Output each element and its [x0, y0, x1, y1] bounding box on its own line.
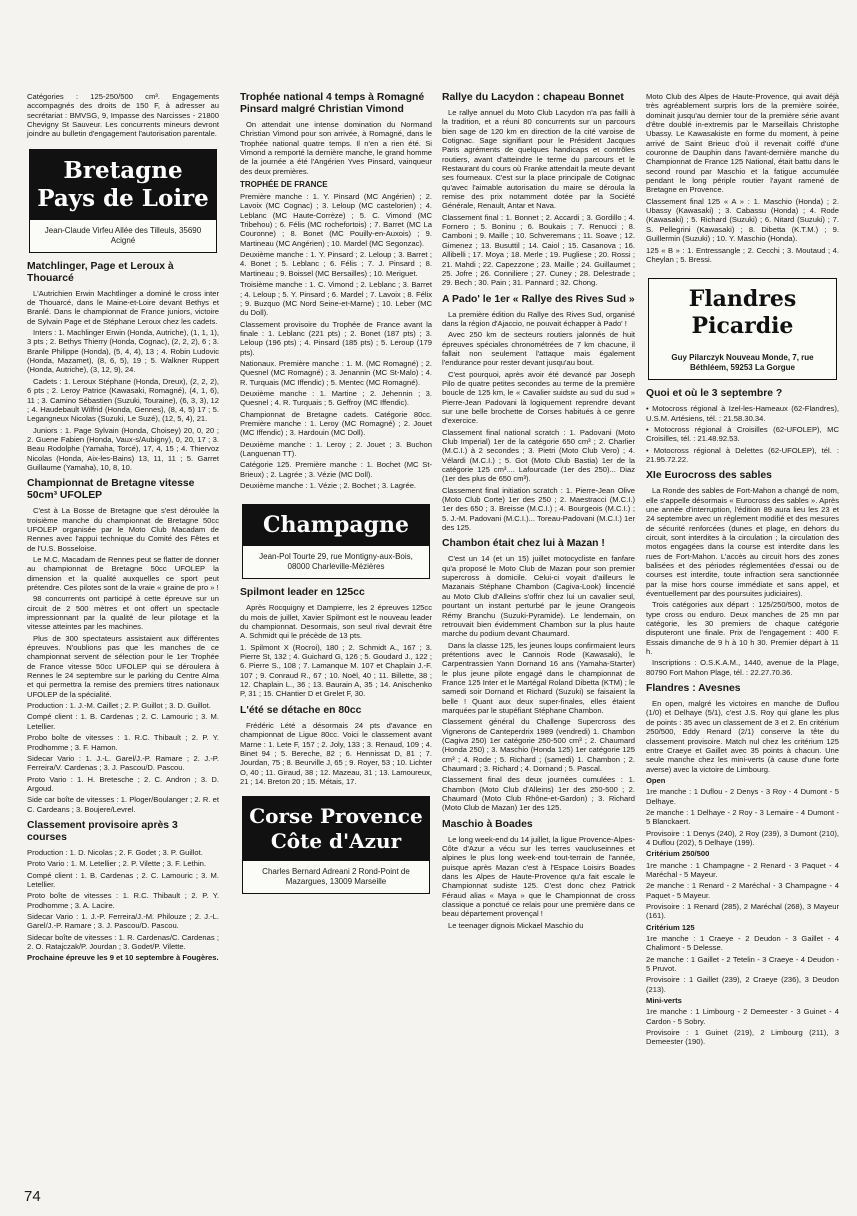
results-paragraph: Proto Vario : 1. M. Letellier ; 2. P. Vilette ; 3. F. Lethin.: [27, 859, 206, 869]
results-paragraph: Proto Vario : 1. H. Bretesche ; 2. C. Andron ; 3. D. Argoud.: [27, 774, 219, 793]
results-paragraph: Compé client : 1. B. Cardenas ; 2. C. Lamouric ; 3. M. Letellier.: [27, 712, 219, 731]
results-paragraph: Side car boîte de vitesses : 1. Ploger/Boulanger ; 2. R. et C. Cardeans ; 3. Boujere/Levrel.: [27, 795, 219, 814]
results-paragraph: 1re manche : 1 Limbourg - 2 Demeester - 3 Guinet - 4 Cardon - 5 Sobry.: [646, 1007, 839, 1026]
next-event-note: Prochaine épreuve les 9 et 10 septembre à Fougères.: [27, 953, 219, 963]
results-paragraph: Cadets : 1. Leroux Stéphane (Honda, Dreux), (2, 2, 2), 6 pts ; 2. Leroy Patrice (Kawasaki, Romagné), (4, 1, 6), 11 ; 3. Camino Sébastien (Suzuki, Touraine), (6, 3, 3), 12 ; 4. Haudebault Wilfrid (Honda, Gennes), (8, 4, 5) 17 ; 5. Legangneux Nicolas (Suzuki, Le Suzé), (12, 5, 4), 21.: [27, 376, 219, 424]
article-paragraph: C'est pourquoi, après avoir été devancé par Joseph Pilo de quatre petites secondes au terme de la première boucle de 125 km, le « Cavalier suidste au sud du sud » Pierre-Jean Padovani là logiquement reprendre devant sur une belle brochette de Corses habitués à ce genre d'exercice.: [442, 369, 635, 426]
region-box-address: Guy Pilarczyk Nouveau Monde, 7, rue Béthléem, 59253 La Gorgue: [671, 353, 814, 373]
results-paragraph: Première manche : 1. Y. Pinsard (MC Angérien) ; 2. Lavoix (MC Cognac) ; 3. Leloup (MC castelorien) ; 4. Leblanc (MC Haute-Corrèze) ; 5. C. Vimond (MC Tribehou) ; 6. Félis (MC rochefortois) ; 7. Barret (MC La Couronne) ; 8. Bonet (MC Pouilly-en-Auxois) ; 9. Martineau (MC Angérien) ; 10. Mardel (MC Segonzac).: [240, 192, 432, 248]
column-2: [240, 92, 432, 902]
article-paragraph: Inscriptions : O.S.K.A.M., 1440, avenue de la Plage, 80790 Fort Mahon Plage, tél. : 22.27.70.36.: [646, 658, 839, 677]
article-heading: Quoi et où le 3 septembre ?: [646, 388, 783, 400]
article-paragraph: Avec 250 km de secteurs routiers jalonnés de huit épreuves spéciales chronométrées de 7 km chacune, il fallait non seulement l'attaque mais également l'endurance pour rester devant jusqu'au bout.: [442, 330, 635, 368]
results-paragraph: 2e manche : 1 Delhaye - 2 Roy - 3 Lemaire - 4 Dumont - 5 Blanckaert.: [646, 807, 839, 827]
article-paragraph: Trois catégories aux départ : 125/250/500, motos de type cross ou enduro. Deux manches de 25 mn par catégorie, les 30 premiers de chaque catégorie disputeront une finale. Prix de l'engagement : 400 F. Essais dimanche de 9 h à 10 h 30. Premier départ à 11 h.: [646, 600, 839, 657]
section-subheading: TROPHÉE DE FRANCE: [240, 180, 328, 190]
category-label: Mini-verts: [646, 996, 682, 1006]
article-paragraph: En open, malgré les victoires en manche de Duflou (1/0) et Delhaye (5/1), c'est J.S. Roy qui glane les plus de points : 35 avec un classement de 3 et 2. En critérium 250/500, Eddy Renard (2/1) conserve la tête du classement provisoire. Match nul chez les critérium 125 entre Craeye et Gaillet avec 35 points à chacun. Une seule manche chez les mini-verts (à cause d'une forte averse) avec la victoire de Limbourg.: [646, 699, 839, 774]
article-heading: Spilmont leader en 125cc: [240, 587, 365, 599]
event-listing: • Motocross régional à Croisilles (62-UFOLEP), MC Croisilles, tél. : 21.48.92.53.: [646, 424, 839, 444]
results-paragraph: Provisoire : 1 Denys (240), 2 Roy (239), 3 Dumont (210), 4 Duflou (202), 5 Delhaye (199).: [646, 828, 839, 847]
results-paragraph: Sidecar Vario : 1. J.-P. Ferreira/J.-M. Philouze ; 2. J.-L. Garel/J.-P. Ramare ; 3. J. Pascou/D. Pascou.: [27, 911, 219, 931]
results-paragraph: Nationaux. Première manche : 1. M. (MC Romagné) ; 2. Quesnel (MC Romagné) ; 3. Jenannin (MC St-Malo) ; 4. R. Turquais (MC Iffendic) ; 5. Mentec (MC Romagné).: [240, 358, 432, 387]
article-heading: Rallye du Lacydon : chapeau Bonnet: [442, 92, 624, 103]
results-paragraph: Classement général du Challenge Supercross des Vignerons de Canteperdrix 1989 (vendredi) 1. Chambon (Cagiva 250) 1er catégorie 250-500 cm³ ; 2. Chaumard (Honda 250) ; 3. Maschio (Honda 125) 1er catégorie 125 cm³ ; 4. Rode ; 5. Richard ; (samedi) 1. Chambon ; 2. Chaumard ; 3. Richard ; 4. Dornand ; 5. Pascal.: [442, 717, 635, 773]
results-paragraph: Deuxième manche : 1. Vézie ; 2. Bochet ; 3. Lagrée.: [240, 481, 417, 491]
article-paragraph: C'est à La Bosse de Bretagne que s'est déroulée la troisième manche du championnat de Bretagne 50cc UFOLEP organisée par le Moto Club Macadam de Rennes avec l'appui technique du Comité des Fêtes et de l'U.S. Bosseloise.: [27, 506, 219, 553]
results-paragraph: Deuxième manche : 1. Y. Pinsard ; 2. Leloup ; 3. Barret ; 4. Bonet ; 5. Leblanc ; 6. Félis ; 7. J. Pinsard ; 8. Martineau ; 9. Boissel (MC Bersailles) ; 10. Meriguet.: [240, 250, 432, 278]
results-paragraph: Classement final 125 « A » : 1. Maschio (Honda) ; 2. Ubassy (Kawasaki) ; 3. Cabassu (Honda) ; 4. Rode (Kawasaki) ; 5. Richard (Suzuki) ; 6. Nitard (Suzuki) ; 7. S. Pellegrini (Kawasaki) ; 8. Dibetta (K.T.M.) ; 9. Guillermin (Suzuki) ; 10. Y. Maschio (Honda).: [646, 196, 839, 244]
event-listing: • Motocross régional à Delettes (62-UFOLEP), tél. : 21.95.72.22.: [646, 445, 839, 464]
article-paragraph: L'Autrichien Erwin Machtlinger a dominé le cross inter de Thouarcé, dans le Maine-et-Loire devant Bethys et Branlé. Dans le championnat de France juniors, victoire de Sylvain Page et de Stéphane Leroux chez les cadets.: [27, 288, 219, 326]
results-paragraph: 125 « B » : 1. Entressangle ; 2. Cecchi ; 3. Moutaud ; 4. Cheylan ; 5. Bressi.: [646, 245, 839, 264]
article-heading: A Pado' le 1er « Rallye des Rives Sud »: [442, 293, 635, 305]
results-paragraph: Deuxième manche : 1. Martine ; 2. Jehennin ; 3. Quesnel ; 4. R. Turquais ; 5. Geffroy (MC Iffendic).: [240, 388, 432, 408]
results-paragraph: Compé client : 1. B. Cardenas ; 2. C. Lamouric ; 3. M. Letellier.: [27, 870, 219, 889]
results-paragraph: Deuxième manche : 1. Leroy ; 2. Jouet ; 3. Buchon (Languenan TT).: [240, 439, 432, 458]
article-paragraph: Le M.C. Macadam de Rennes peut se flatter de donner au championnat de Bretagne 50cc UFOLEP la dimension et la qualité auxquelles ce sport peut prétendre. Ces pilotes sont de la vraie « graine de pro » !: [27, 554, 219, 592]
region-box-address: Jean-Pol Tourte 29, rue Montigny-aux-Bois, 08000 Charleville-Mézières: [259, 552, 413, 572]
results-paragraph: 1re manche : 1 Champagne - 2 Renard - 3 Paquet - 4 Maréchal - 5 Mayeur.: [646, 860, 839, 879]
article-heading: Championnat de Bretagne vitesse 50cm³ UFOLEP: [27, 478, 195, 502]
column-3: [442, 92, 635, 932]
region-box-flandres: [648, 278, 837, 380]
category-label: Critérium 125: [646, 922, 695, 932]
results-paragraph: Inters : 1. Machlinger Erwin (Honda, Autriche), (1, 1, 1), 3 pts ; 2. Bethys Thierry (Honda, Cognac), (2, 2, 2), 6 ; 3. Branle Philippe (Honda), (5, 4, 4), 13 ; 4. Robin Ludovic (Honda, Mazamet), (8, 6, 5), 19 ; 5. Walkner Ruppert (Honda, Autriche), (3, 12, 9), 24.: [27, 328, 219, 375]
region-box-title: Bretagne Pays de Loire: [30, 150, 216, 220]
article-paragraph: 98 concurrents ont participé à cette épreuve sur un circuit de 2 500 mètres et ont offert un spectacle impressionnant par la qualité de leur pilotage et la vitesse atteintes par les machines.: [27, 594, 219, 632]
results-paragraph: Championnat de Bretagne cadets. Catégorie 80cc. Première manche : 1. Leroy (MC Romagné) ; 2. Jouet (MC Iffendic) ; 3. Hardouin (MC Doll).: [240, 409, 432, 438]
results-paragraph: Classement final national scratch : 1. Padovani (Moto Club Imperial) 1er de la catégorie 650 cm³ ; 2. Charlier (M.C.I.) à 2 secondes ; 3. Pietri (Moto Club Vero) ; 4. Vélardi (M.C.I.) ; 5. Got (Moto Club Bastia) 1er de la catégorie 125 cm³.... Lafourcade (1er des 250)... Diaz (1er des plus de 650 cm³).: [442, 427, 635, 484]
article-paragraph: Le long week-end du 14 juillet, la ligue Provence-Alpes-Côte d'Azur a vécu sur les terres vaucluseinnes et alpines le plus long week-end tout-terrain de l'année, puisque après Mazan c'est à l'Espace Loisirs Boades dans les Alpes de Haute-Provence qu'a fait escale le Championnat sudiste 125. C'est donc chez Patrick Féraud alias « Maya » que le Championnat de cross classique a ponctué ce relais pour une première dans ce beau département provençal !: [442, 834, 636, 919]
article-heading: Matchlinger, Page et Leroux à Thouarcé: [27, 260, 174, 284]
results-paragraph: 1. Spilmont X (Rocroi), 180 ; 2. Schmidt A., 167 ; 3. Pierre St, 132 ; 4. Guichard G, 126 ; 5. Goudard J., 122 ; 6. Pierre S., 108 ; 7. Lamanque M. 107 et Chaplain J.-F. 107 ; 9. Conraud R., 67 ; 10. Noël, 40 ; 11. Billette, 38 ; 12. Chaplain L., 36 ; 13. Baurain A, 35 ; 14. Anischenko P, 31 ; 15. CHantier D et Grelet F, 30.: [240, 642, 432, 699]
category-label: Critérium 250/500: [646, 849, 710, 859]
region-box-title: Champagne: [243, 505, 429, 546]
page-number: 74: [24, 1188, 41, 1205]
article-heading: Flandres : Avesnes: [646, 683, 741, 695]
results-paragraph: Classement final des deux journées cumulées : 1. Chambon (Moto Club d'Alleins) 1er des 250-500 ; 2. Chaumard (Moto Club Rhône-et-Gardon) ; 3. Richard (Moto Club de Mazan) 1er des 125.: [442, 775, 635, 813]
article-heading: XIe Eurocross des sables: [646, 470, 772, 482]
article-paragraph: Le rallye annuel du Moto Club Lacydon n'a pas failli à la tradition, et a réuni 80 concurrents sur un parcours bien sage de 120 km en direction de la cité varoise de Cotignac. Sage signifiant pour le Président Jacques Paris agréments de quelques handicaps et contrôles routiers, avant d'atteindre le terme du parcours et le Restaurant du cours où Franke attendait la meute devant ses fourneaux. C'est sur la place principale de Cotignac qu'avec l'aimable autorisation du maire se déroula la remise des prix notamment dotée par la Société Générale, Renault, Antar et Nava.: [442, 108, 635, 211]
results-paragraph: Catégorie 125. Première manche : 1. Bochet (MC St-Brieux) ; 2. Lagrée ; 3. Vézie (MC Doll).: [240, 460, 432, 479]
article-paragraph: Le teenager dignois Mickael Maschio du: [448, 920, 584, 930]
article-paragraph: Plus de 300 spectateurs assistaient aux différentes épreuves. N'oublions pas que les manches de ce championnat servent de sélection pour le 1er Trophée de France vitesse 50cc UFOLEP qui se déroulera à Rennes le 24 septembre sur le parking du Centre Alma et qui permettra la remise des premiers titres nationaux UFOLEP de la spécialité.: [27, 633, 219, 699]
region-box-corse: [242, 796, 430, 894]
region-box-address: Jean-Claude Virfeu Allée des Tilleuls, 35690 Acigné: [44, 225, 202, 245]
event-listing: • Motocross régional à Izel-les-Hameaux (62-Flandres), U.S.M. Artésiens, tél. : 21.58.30.34.: [646, 404, 839, 423]
region-box-champagne: [242, 504, 430, 579]
results-paragraph: Classement final initiation scratch : 1. Pierre-Jean Olive (Moto Club Corte) 1er des 250 ; 2. Maestracci (M.C.I.) 1er des 650 ; 3. Breisse (M.C.I.) ; 4. Bourgeois (M.C.I.) ; 5. J.-M. Padovani (M.C.I.)... Toreau-Padovani (M.C.I.) 1er des 125.: [442, 485, 635, 533]
column-4: [646, 92, 839, 1049]
results-paragraph: Provisoire : 1 Renard (285), 2 Maréchal (268), 3 Mayeur (161).: [646, 902, 839, 921]
intro-text: Catégories : 125-250/500 cm³. Engagements accompagnés des droits de 150 F, à adresser au secrétariat : BMVSG, 9, Impasse des Narcisses - 21800 Chevigny St Sauveur. Les concurrents mineurs devront joindre au bulletin d'engagement l'autorisation parentale.: [27, 92, 219, 139]
results-paragraph: Proto boîte de vitesses : 1. R.C. Thibault ; 2. P. Y. Prodhomme ; 3. A. Lacire.: [27, 891, 219, 910]
results-paragraph: Sidecar boîte de vitesses : 1. R. Cardenas/C. Cardenas ; 2. O. Ratajczak/P. Jourdan ; 3. Godet/P. Vilette.: [27, 932, 219, 951]
category-label: Open: [646, 775, 666, 785]
article-paragraph: Après Rocquigny et Dampierre, les 2 épreuves 125cc du mois de juillet, Xavier Spilmont est le nouveau leader du championnat. Desormais, son seul rival devrait être A. Schmidt qui le précède de 13 pts.: [240, 603, 432, 641]
results-paragraph: 1re manche : 1 Duflou - 2 Denys - 3 Roy - 4 Dumont - 5 Delhaye.: [646, 787, 839, 806]
results-paragraph: Production : 1. J.-M. Caillet ; 2. P. Guillot ; 3. D. Guillot.: [27, 701, 211, 711]
results-paragraph: Classement final : 1. Bonnet ; 2. Accardi ; 3. Gordillo ; 4. Fornero ; 5. Boninu ; 6. Boukais ; 7. Renucci ; 8. Camboni ; 9. Maille ; 10. Schveremans ; 11. Soave ; 12. Gimenez ; 13. Busuttil ; 14. Caiol ; 15. Casanova ; 16. Allibelli ; 17. Moya ; 18. Merle ; 19. Pugliese ; 20. Rossi ; 21. Mahdi ; 22. Capezzone ; 23. Maille ; 24. Guillaumet ; 25. Jofre ; 26. Conniliere ; 27. Cuney ; 28. Delestrade ; 29. Bech ; 30. Pain ; 31. Pannard ; 32. Chong.: [442, 212, 635, 288]
region-box-title: Corse Provence Côte d'Azur: [243, 797, 429, 861]
region-box-title: Flandres Picardie: [649, 279, 836, 347]
article-heading: Classement provisoire après 3 courses: [27, 819, 178, 843]
article-paragraph: On attendait une intense domination du Normand Christian Vimond pour son arrivée, à Romagné, dans le Trophée national quatre temps. Il n'en a rien été. Si Vimond a remporté la dernière manche, le grand homme de la journée a été l'Angérien Yves Pinsard, vainqueur des deux premières.: [240, 120, 432, 176]
article-paragraph: La première édition du Rallye des Rives Sud, organisé dans la région d'Ajaccio, ne pouvait échapper à Pado' !: [442, 309, 635, 328]
results-paragraph: 2e manche : 1 Gaillet - 2 Tetelin - 3 Craeye - 4 Deudon - 5 Pruvot.: [646, 954, 839, 974]
article-heading: Maschio à Boades: [442, 818, 533, 830]
article-paragraph: Moto Club des Alpes de Haute-Provence, qui avait déjà très agréablement surpris lors de la première soirée, dominait jusqu'au dernier tour de la première série avant d'être doublé in-extremis par le Marseillais Christophe Ubassy. Le Kawasakiste en forme du moment, à peine arrivé de Saint Brieuc d'où il revenait coiffé d'une couronne de Dauphin dans l'avant-dernière manche du Championnat de France 125 National, était battu dans le second round par Maschio et la fatigue accumulée pendant le long périple routier l'ayant ramené de Bretagne en Provence.: [646, 92, 839, 195]
article-heading: Chambon était chez lui à Mazan !: [442, 538, 605, 550]
results-paragraph: Provisoire : 1 Guinet (219), 2 Limbourg (211), 3 Demeester (190).: [646, 1028, 839, 1047]
results-paragraph: Troisième manche : 1. C. Vimond ; 2. Leblanc ; 3. Barret ; 4. Leloup ; 5. Y. Pinsard ; 6. Mardel ; 7. Lavoix ; 8. Félix ; 9. Buzquo (MC Nord Seine-et-Marne) ; 10. Leber (MC du Doll).: [240, 280, 432, 318]
results-paragraph: Classement provisoire du Trophée de France avant la finale : 1. Leblanc (221 pts) ; 2. Bonet (187 pts) ; 3. Leloup (196 pts) ; 4. Pinsard (185 pts) ; 5. Leroup (179 pts).: [240, 319, 432, 357]
column-1: [27, 92, 219, 965]
article-paragraph: Dans la classe 125, les jeunes loups confirmaient leurs prétentions avec le Cannois Rode (Kawasaki), le Carpentrassien Yann Dornand 16 ans (Yamaha-Starter) le plus jeune pilote engagé dans le championnat de France 125 Inter et le Martégal Roland Dibetta (KTM) ; le samedi soir Dornand et Richard (Suzuki) se faisaient la belle ! Quant aux deux super-finales, elles étaient marquées par le stupéfiant Stéphane Chambon.: [442, 640, 635, 715]
results-paragraph: Provisoire : 1 Gaillet (239), 2 Craeye (236), 3 Deudon (213).: [646, 975, 839, 994]
region-box-bretagne: [29, 149, 217, 253]
region-box-address: Charles Bernard Adreani 2 Rond-Point de Mazargues, 13009 Marseille: [262, 867, 410, 887]
results-paragraph: Sidecar Vario : 1. J.-L. Garel/J.-P. Ramare ; 2. J.-P. Ferreira/V. Cardenas ; 3. J. Pascou/D. Pascou.: [27, 753, 219, 773]
article-paragraph: Frédéric Lété a désormais 24 pts d'avance en championnat de Ligue 80cc. Voici le classement avant Marne : 1. Lete F, 157 ; 2. Joly, 133 ; 3. Renaud, 109 ; 4. Binet 94 ; 5. Bereche, 82 ; 6. Hennissat D, 81 ; 7. Jourdan, 75 ; 8. Beurville J, 65 ; 9. Royer, 53 ; 10. Lichter O, 40 ; 11. Giraud, 38 ; 12. Mazeau, 31 ; 13. Lamoureux, 21 ; 14. Breton 20 ; 15. Métais, 17.: [240, 720, 432, 786]
results-paragraph: Probo boîte de vitesses : 1. R.C. Thibault ; 2. P. Y. Prodhomme ; 3. F. Hamon.: [27, 733, 219, 752]
article-heading: L'été se détache en 80cc: [240, 704, 362, 716]
results-paragraph: Juniors : 1. Page Sylvain (Honda, Choisey) 20, 0, 20 ; 2. Guene Fabien (Honda, Vaux-s/Aubigny), 0, 20, 17 ; 3. Beau Rodolphe (Yamaha, Torcé), 17, 4, 15 ; 4. Thiervoz Nicolas (Honda, Aix-les-Bains) 13, 11, 11 ; 5. Garret Guillaume (Yamaha), 10, 8, 10.: [27, 425, 219, 472]
article-paragraph: La Ronde des sables de Fort-Mahon a changé de nom, elle s'appelle désormais « Eurocross des sables ». Après une année d'interruption, l'édition 89 aura lieu les 23 et 24 septembre avec un règlement modifié et des mesures de sécurité renforcées (dunes et plage, en dehors du circuit, sont interdites à la circulation ; la circulation des motos engagées dans la course est interdite dans les rues de Fort-Mahon. L'accès au circuit hors des zones balisées et des périodes réglementées d'essai ou de courses est interdite, toute infraction sera sanctionnée par la mise hors course immédiate et sans appel, et éventuellement par des poursuites judiciaires).: [646, 486, 839, 599]
results-paragraph: Production : 1. D. Nicolas ; 2. F. Godet ; 3. P. Guillot.: [27, 847, 203, 857]
results-paragraph: 2e manche : 1 Renard - 2 Maréchal - 3 Champagne - 4 Paquet - 5 Mayeur.: [646, 881, 839, 900]
article-paragraph: C'est un 14 (et un 15) juillet motocycliste en fanfare qu'a proposé le Moto Club de Mazan pour son premier supercross à domicile. Celui-ci voyait d'ailleurs le Mazanais Stéphane Chambon (Cagiva-Look) lincencié au Moto Club d'Alleins s'offrir chez lui un cavalier seul, pourtant un instant perturbé par le jeune Orangeois Rémy Branchu (Suzuki-Pyramide). Le lendemain, on retrouvait bien évidemment Chambon sur la plus haute marche du podium devant Chaumard.: [442, 554, 635, 639]
article-heading: Trophée national 4 temps à Romagné Pinsard malgré Christian Vimond: [240, 92, 425, 115]
results-paragraph: 1re manche : 1 Craeye - 2 Deudon - 3 Gaillet - 4 Chalimont - 5 Delesse.: [646, 934, 839, 953]
